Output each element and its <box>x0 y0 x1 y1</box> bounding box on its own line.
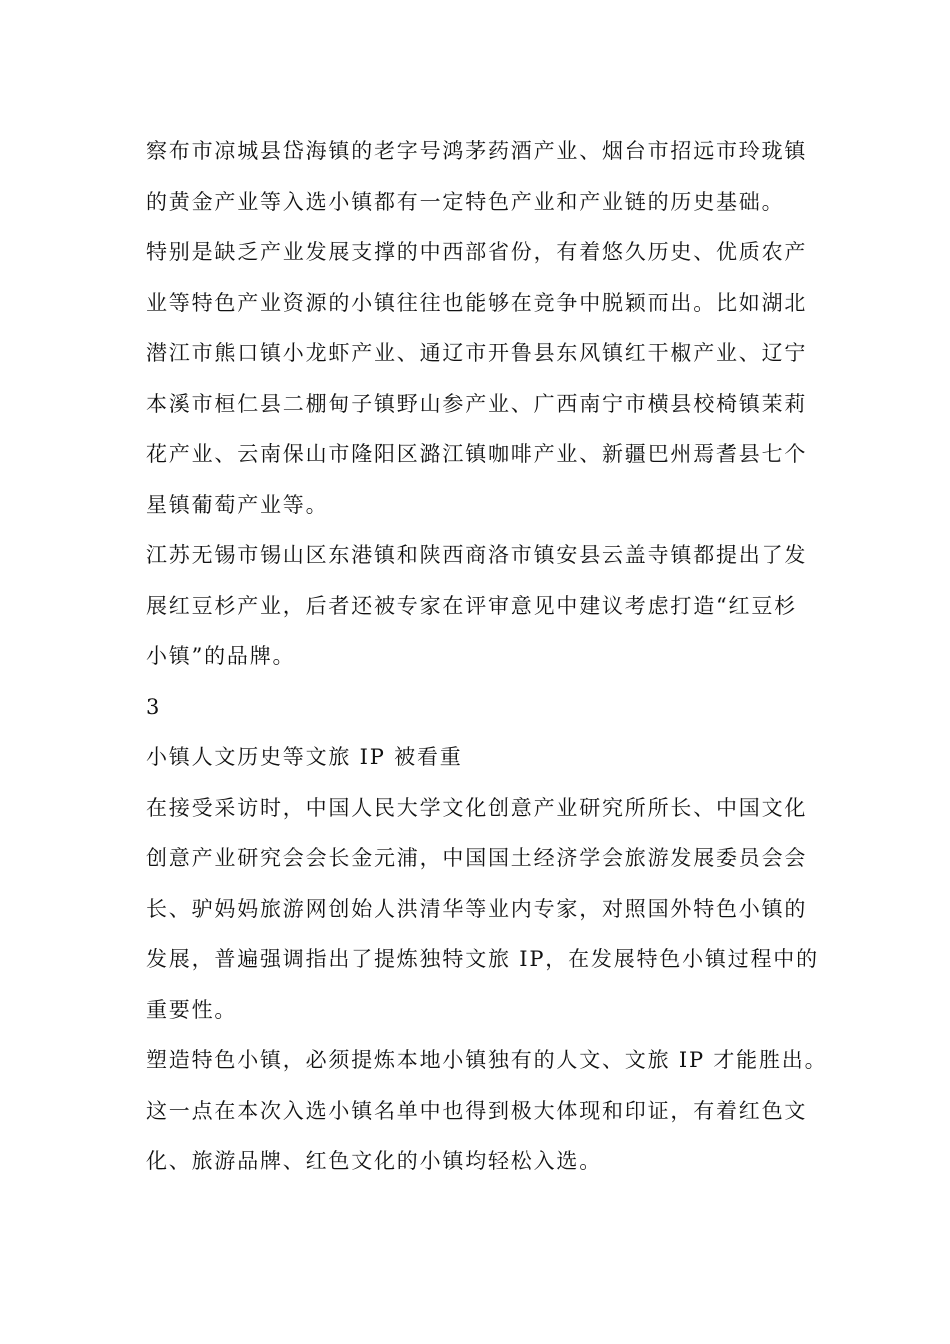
text-line: 展红豆杉产业，后者还被专家在评审意见中建议考虑打造“红豆杉 <box>146 593 797 618</box>
section-number: 3 <box>146 694 162 719</box>
text-line: 重要性。 <box>146 997 238 1022</box>
text-line: 发展，普遍强调指出了提炼独特文旅 IP，在发展特色小镇过程中的 <box>146 947 819 971</box>
text-line: 创意产业研究会会长金元浦，中国国土经济学会旅游发展委员会会 <box>146 846 808 870</box>
paragraph-start-line: 塑造特色小镇，必须提炼本地小镇独有的人文、文旅 IP 才能胜出。 <box>146 1048 828 1072</box>
text-line: 潜江市熊口镇小龙虾产业、通辽市开鲁县东风镇红干椒产业、辽宁 <box>146 341 808 365</box>
text-line: 小镇”的品牌。 <box>146 644 296 668</box>
text-line: 察布市凉城县岱海镇的老字号鸿茅药酒产业、烟台市招远市玲珑镇 <box>146 139 808 163</box>
section-heading: 小镇人文历史等文旅 IP 被看重 <box>146 745 463 769</box>
text-line: 长、驴妈妈旅游网创始人洪清华等业内专家，对照国外特色小镇的 <box>146 896 808 921</box>
text-line: 花产业、云南保山市隆阳区潞江镇咖啡产业、新疆巴州焉耆县七个 <box>146 442 808 466</box>
text-line: 化、旅游品牌、红色文化的小镇均轻松入选。 <box>146 1149 602 1173</box>
paragraph-start-line: 江苏无锡市锡山区东港镇和陕西商洛市镇安县云盖寺镇都提出了发 <box>146 543 808 567</box>
text-line: 的黄金产业等入选小镇都有一定特色产业和产业链的历史基础。 <box>146 189 785 214</box>
text-line: 业等特色产业资源的小镇往往也能够在竞争中脱颖而出。比如湖北 <box>146 290 808 315</box>
text-line: 这一点在本次入选小镇名单中也得到极大体现和印证，有着红色文 <box>146 1098 808 1123</box>
paragraph-start-line: 特别是缺乏产业发展支撑的中西部省份，有着悠久历史、优质农产 <box>146 240 808 264</box>
paragraph-start-line: 在接受采访时，中国人民大学文化创意产业研究所所长、中国文化 <box>146 795 808 820</box>
text-line: 本溪市桓仁县二棚甸子镇野山参产业、广西南宁市横县校椅镇茉莉 <box>146 391 808 416</box>
text-line: 星镇葡萄产业等。 <box>146 492 329 517</box>
body-text <box>146 126 828 1187</box>
